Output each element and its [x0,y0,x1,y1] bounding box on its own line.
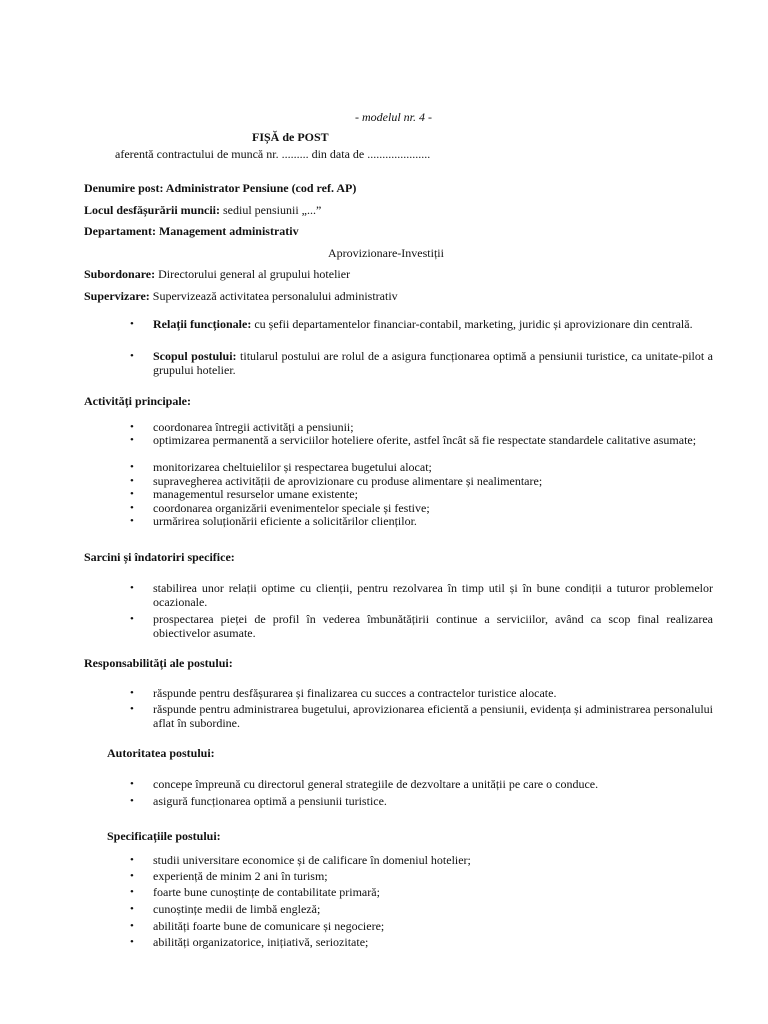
work-location-value: sediul pensiunii „...” [223,203,322,217]
bullet-icon: • [130,421,134,433]
activity-item: managementul resurselor umane existente; [153,487,358,501]
job-purpose [153,349,713,377]
subordination-value: Directorului general al grupului hotelier [158,267,351,281]
functional-relations [153,317,713,331]
activity-item: coordonarea întregii activități a pensiunii; [153,420,354,434]
bullet-icon: • [130,886,134,898]
bullet-icon: • [130,903,134,915]
bullet-icon: • [130,854,134,866]
job-purpose-text: titularul postului are rolul de a asigura funcționarea optimă a pensiunii turistice, ca unitate-pilot a grupului hotelier. [153,349,714,377]
main-activities-heading: Activități principale: [84,394,191,408]
bullet-icon: • [130,870,134,882]
bullet-icon: • [130,475,134,487]
bullet-icon: • [130,920,134,932]
activity-item: optimizarea permanentă a serviciilor hoteliere oferite, astfel încât să fie respectate standardele calitative asumate; [153,433,697,447]
activity-item: supravegherea activității de aprovizionare cu produse alimentare și nealimentare; [153,474,543,488]
authority-item: concepe împreună cu directorul general strategiile de dezvoltare a unității pe care o conduce. [153,777,599,791]
job-title: Denumire post: Administrator Pensiune (cod ref. AP) [84,181,357,195]
spec-item: abilități foarte bune de comunicare și negociere; [153,919,385,933]
work-location [84,203,321,217]
activity-item: monitorizarea cheltuielilor și respectarea bugetului alocat; [153,460,432,474]
spec-item: cunoștințe medii de limbă engleză; [153,902,321,916]
bullet-icon: • [130,936,134,948]
job-purpose-label: Scopul postului: [153,349,237,363]
bullet-icon: • [130,703,134,715]
specs-heading: Specificațiile postului: [107,829,221,843]
authority-item: asigură funcționarea optimă a pensiunii turistice. [153,794,387,808]
bullet-icon: • [130,461,134,473]
document-subtitle: aferentă contractului de muncă nr. ......... din data de ..................... [115,147,431,161]
work-location-label: Locul desfășurării muncii: [84,203,221,217]
authority-heading: Autoritatea postului: [107,746,215,760]
bullet-icon: • [130,515,134,527]
bullet-icon: • [130,502,134,514]
subordination [84,267,350,281]
responsibility-item: răspunde pentru desfășurarea și finalizarea cu succes a contractelor turistice alocate. [153,686,557,700]
bullet-icon: • [130,488,134,500]
model-number: - modelul nr. 4 - [355,110,432,124]
subordination-label: Subordonare: [84,267,156,281]
task-item: stabilirea unor relații optime cu clienții, pentru rezolvarea în timp util și în bune condiții a tuturor problemelor ocazionale. [153,581,713,609]
bullet-icon: • [130,582,134,594]
task-item: prospectarea pieței de profil în vederea îmbunătățirii continue a serviciilor, având ca scop final realizarea obiectivelor asumate. [153,612,713,640]
bullet-icon: • [130,613,134,625]
spec-item: studii universitare economice și de calificare în domeniul hotelier; [153,853,471,867]
responsibilities-heading: Responsabilități ale postului: [84,656,233,670]
activity-item: urmărirea soluționării eficiente a solicitărilor clienților. [153,514,417,528]
spec-item: foarte bune cunoștințe de contabilitate primară; [153,885,380,899]
spec-item: experiență de minim 2 ani în turism; [153,869,328,883]
tasks-heading: Sarcini și îndatoriri specifice: [84,550,235,564]
supervision-label: Supervizare: [84,289,150,303]
bullet-icon: • [130,434,134,446]
bullet-icon: • [130,687,134,699]
supervision-value: Supervizează activitatea personalului administrativ [152,289,398,303]
supervision [84,289,398,303]
bullet-icon: • [130,318,134,330]
department-sub: Aprovizionare-Investiții [328,246,444,260]
bullet-icon: • [130,795,134,807]
department: Departament: Management administrativ [84,224,299,238]
bullet-icon: • [130,350,134,362]
functional-relations-text: cu șefii departamentelor financiar-contabil, marketing, juridic și aprovizionare din centrală. [254,317,693,331]
responsibility-item: răspunde pentru administrarea bugetului, aprovizionarea eficientă a pensiunii, evidența și administrarea personalului aflat în subordine. [153,702,713,730]
functional-relations-label: Relații funcționale: [153,317,252,331]
spec-item: abilități organizatorice, inițiativă, seriozitate; [153,935,369,949]
activity-item: coordonarea organizării evenimentelor speciale și festive; [153,501,430,515]
document-title: FIȘĂ de POST [252,130,329,144]
bullet-icon: • [130,778,134,790]
